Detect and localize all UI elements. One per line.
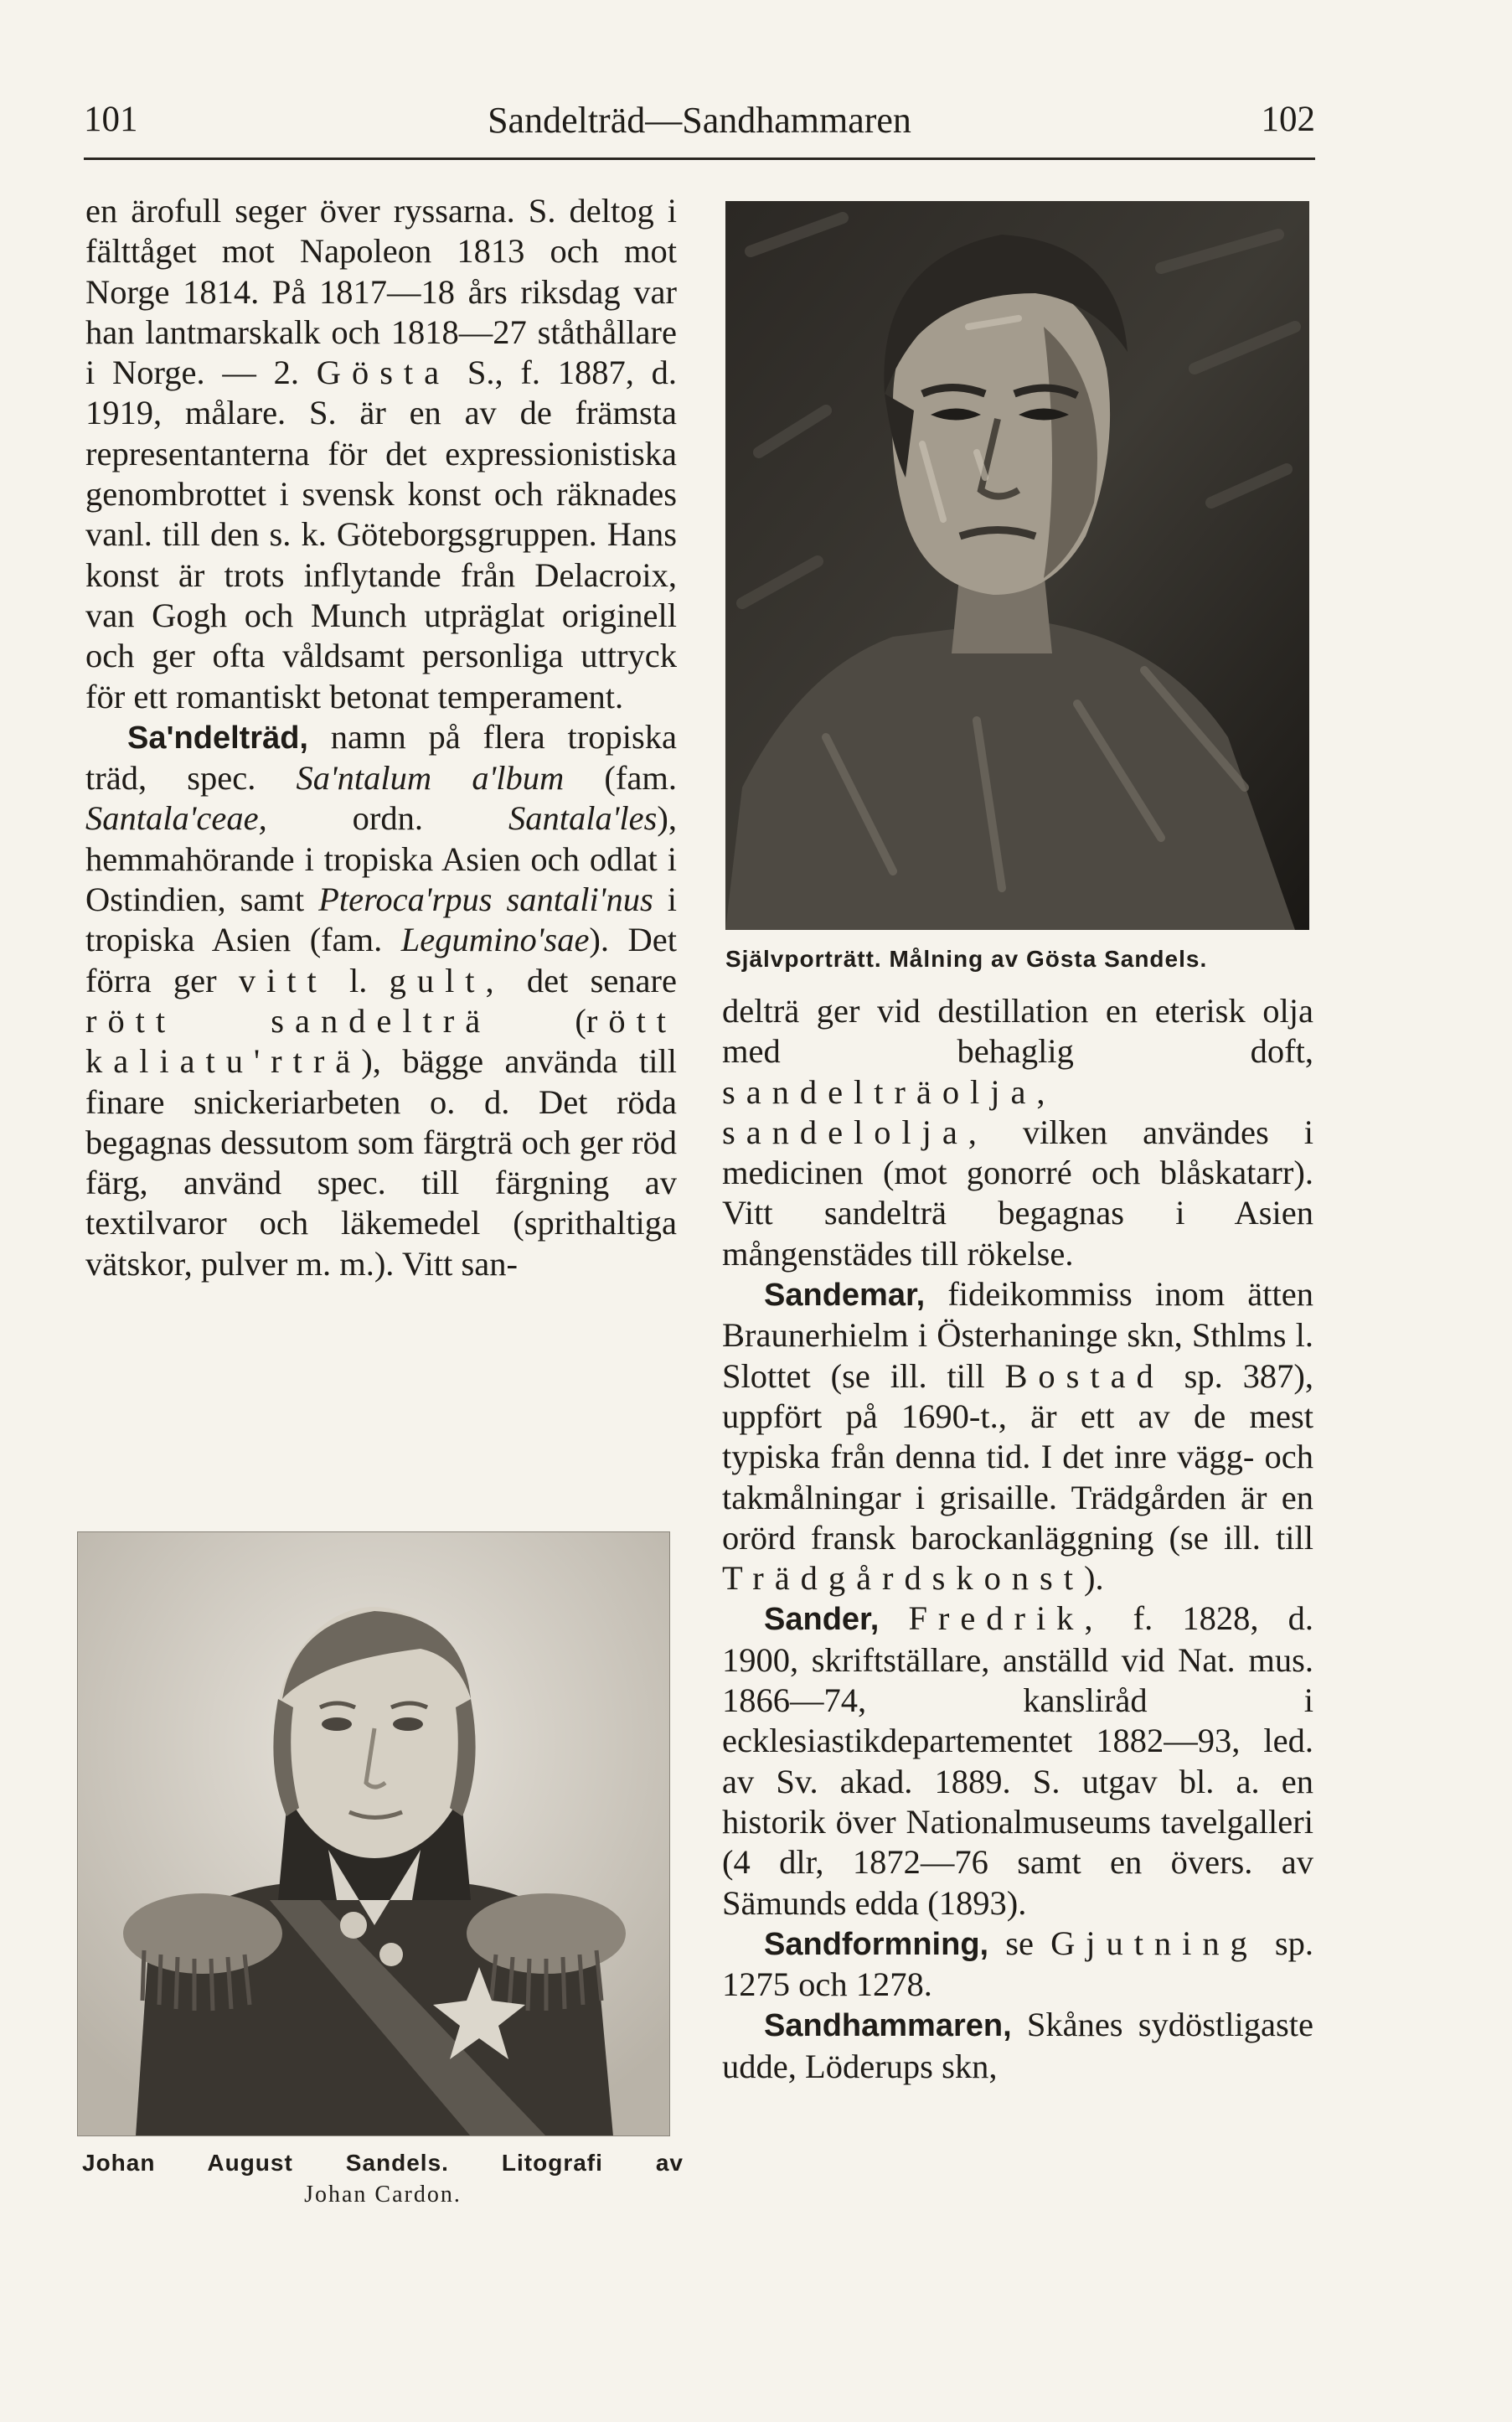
caption-left-figure <box>82 2147 684 2211</box>
caption-right-figure: Självporträtt. Målning av Gösta Sandels. <box>725 946 1208 972</box>
left-column <box>85 191 677 1284</box>
entry-sander: Sander, Fredrik, f. 1828, d. 1900, skriftställare, anställd vid Nat. mus. 1866—74, kansliråd i ecklesiastikdepartementet 1882—93, led. av Sv. akad. 1889. S. utgav bl. a. en historik över Nationalmuseums tavelgalleri (4 dlr, 1872—76 samt en övers. av Sämunds edda (1893). <box>722 1599 1313 1922</box>
lithograph-portrait-image <box>77 1531 670 2136</box>
sandels-entry-continuation: en ärofull seger över ryssarna. S. deltog i fälttåget mot Napoleon 1813 och mot Norge 1814. På 1817—18 års riksdag var han lantmarskalk och 1818—27 ståthållare i Norge. — 2. Gösta S., f. 1887, d. 1919, målare. S. är en av de främsta representanterna för det expressionistiska genombrottet i svensk konst och räknades vanl. till den s. k. Göteborgsgruppen. Hans konst är trots inflytande från Delacroix, van Gogh och Munch utpräglat originell och ger ofta våldsamt personliga uttryck för ett romantiskt betonat temperament. <box>85 192 678 715</box>
page-number-left: 101 <box>84 100 138 139</box>
right-column <box>722 991 1313 2087</box>
entry-sandhammaren: Sandhammaren, Skånes sydöstligaste udde, Löderups skn, <box>722 2006 1313 2085</box>
running-title: Sandelträd—Sandhammaren <box>488 100 911 141</box>
entry-sandformning: Sandformning, se Gjutning sp. 1275 och 1278. <box>722 1924 1313 2004</box>
entry-sandemar: Sandemar, fideikommiss inom ätten Braunerhielm i Österhaninge skn, Sthlms l. Slottet (se ill. till Bostad sp. 387), uppfört på 1690-t., är ett av de mest typiska från denna tid. I det inre vägg- och takmålningar i grisaille. Trädgården är en orörd fransk barockanläggning (se ill. till Trädgårdskonst). <box>722 1275 1314 1598</box>
headword-sandhammaren: Sandhammaren, <box>764 2008 1012 2044</box>
page-header <box>84 99 1315 149</box>
spaced-name-gosta: Gösta <box>316 354 451 392</box>
header-rule <box>84 158 1315 160</box>
page-number-right: 102 <box>1261 100 1315 139</box>
sandeltrad-continuation: delträ ger vid destillation en eterisk olja med behaglig doft, sandelträolja, sandelolja, vilken användes i medicinen (mot gonorré och blåskatarr). Vitt sandelträ begagnas i Asien mångenstädes till rökelse. <box>722 992 1313 1273</box>
self-portrait-painting-image <box>725 201 1309 930</box>
headword-sandformning: Sandformning, <box>764 1926 989 1962</box>
caption-left-line2: Johan Cardon. <box>304 2182 462 2208</box>
headword-sandeltrad: Sa'ndelträd, <box>127 720 308 756</box>
caption-left-line1: Johan August Sandels. Litografi av <box>82 2150 684 2176</box>
entry-sandeltrad: Sa'ndelträd, namn på flera tropiska träd, spec. Sa'ntalum a'lbum (fam. Santala'ceae, ordn. Santala'les), hemmahörande i tropiska Asien och odlat i Ostindien, samt Pteroca'rpus santali'nus i tropiska Asien (fam. Legumino'sae). Det förra ger vitt l. gult, det senare rött sandelträ (rött kaliatu'rträ), bägge använda till finare snickeriarbeten o. d. Det röda begagnas dessutom som färgträ och ger röd färg, använd spec. till färgning av textilvaror och läkemedel (sprithaltiga vätskor, pulver m. m.). Vitt san- <box>85 717 678 1283</box>
headword-sander: Sander, <box>764 1602 880 1638</box>
figure-sandels-selfportrait <box>725 201 1309 930</box>
figure-sandels-lithograph <box>77 1531 670 2136</box>
headword-sandemar: Sandemar, <box>764 1278 926 1314</box>
